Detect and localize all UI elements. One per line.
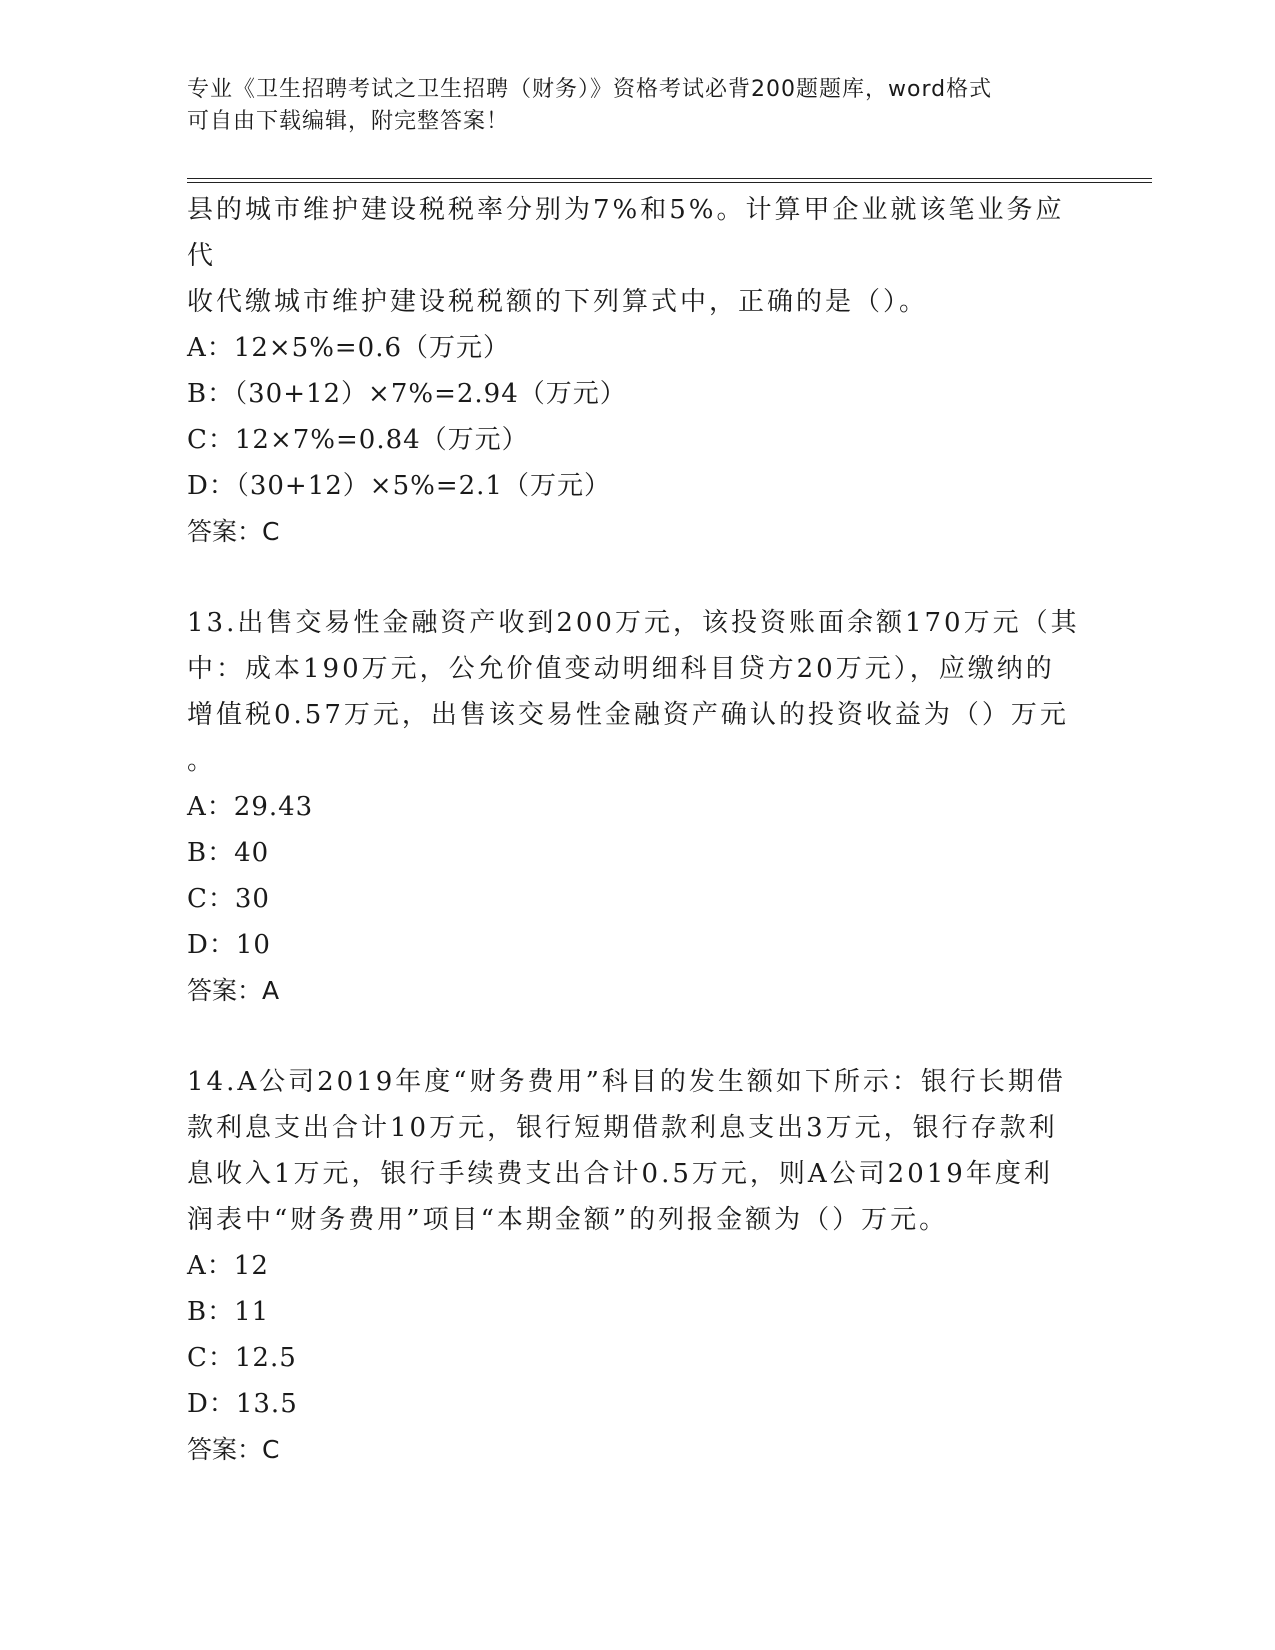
question-13 [187, 600, 1087, 1014]
option-c: C：12×7%=0.84（万元） [187, 425, 529, 455]
option-c: C：30 [187, 884, 270, 914]
option-b: B：（30+12）×7%=2.94（万元） [187, 379, 627, 409]
question-text-line: 中：成本190万元，公允价值变动明细科目贷方20万元），应缴纳的 [187, 654, 1055, 684]
header-double-rule [187, 178, 1152, 183]
question-text-line: 13.出售交易性金融资产收到200万元，该投资账面余额170万元（其 [187, 608, 1080, 638]
answer-line: 答案：C [187, 1435, 280, 1464]
question-text-line: 润表中“财务费用”项目“本期金额”的列报金额为（）万元。 [187, 1205, 949, 1235]
option-b: B：40 [187, 838, 270, 868]
question-text-line: 。 [187, 746, 217, 776]
header-title-line-2: 可自由下载编辑，附完整答案！ [187, 109, 510, 134]
question-12-continuation [187, 187, 1087, 555]
option-a: A：12 [187, 1251, 269, 1281]
header-title-line-1: 专业《卫生招聘考试之卫生招聘（财务）》资格考试必背200题题库，word格式 [187, 77, 993, 102]
question-text-line: 县的城市维护建设税税率分别为7%和5%。计算甲企业就该笔业务应代 [187, 195, 1065, 271]
option-d: D：（30+12）×5%=2.1（万元） [187, 471, 611, 501]
answer-line: 答案：A [187, 976, 280, 1005]
question-text-line: 息收入1万元，银行手续费支出合计0.5万元，则A公司2019年度利 [187, 1159, 1053, 1189]
page-header [187, 74, 1067, 138]
answer-line: 答案：C [187, 517, 280, 546]
question-text-line: 增值税0.57万元，出售该交易性金融资产确认的投资收益为（）万元 [187, 700, 1069, 730]
option-d: D：10 [187, 930, 271, 960]
option-a: A：12×5%=0.6（万元） [187, 333, 511, 363]
question-14 [187, 1059, 1087, 1473]
question-text-line: 14.A公司2019年度“财务费用”科目的发生额如下所示：银行长期借 [187, 1067, 1066, 1097]
option-c: C：12.5 [187, 1343, 297, 1373]
question-text-line: 款利息支出合计10万元，银行短期借款利息支出3万元，银行存款利 [187, 1113, 1058, 1143]
document-body [187, 187, 1087, 1473]
option-a: A：29.43 [187, 792, 314, 822]
option-d: D：13.5 [187, 1389, 298, 1419]
question-text-line: 收代缴城市维护建设税税额的下列算式中，正确的是（）。 [187, 287, 929, 317]
option-b: B：11 [187, 1297, 270, 1327]
